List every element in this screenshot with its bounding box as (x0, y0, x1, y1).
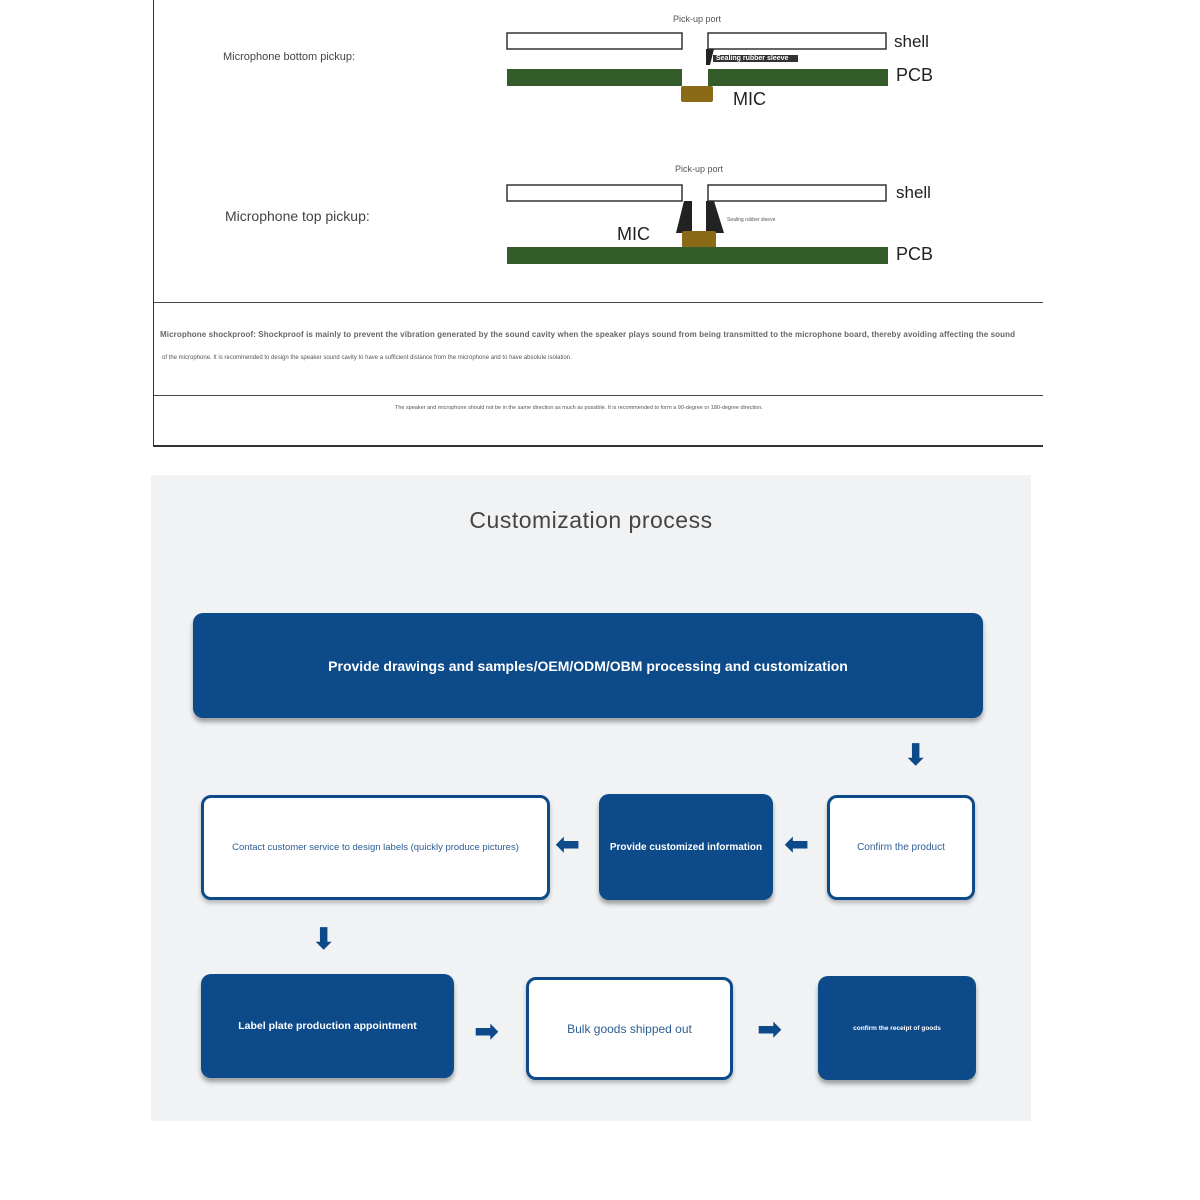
shockproof-note-continued: of the microphone. It is recommended to design the speaker sound cavity to have a sufficient distance from the microphone and to have absolute isolation. (162, 355, 572, 361)
step-confirm-receipt (818, 976, 976, 1080)
shell-left (507, 185, 682, 201)
arrow-down-icon: ⬇ (311, 923, 337, 956)
step-label: Provide customized information (609, 841, 763, 853)
direction-note: The speaker and microphone should not be in the same direction as much as possible. It is recommended to form a 90-degree or 180-degree direction. (395, 405, 763, 411)
top-pickup-title: Microphone top pickup: (225, 208, 370, 224)
step-label-plate (201, 974, 454, 1078)
sealing-sleeve-right (706, 201, 724, 233)
sealing-sleeve (706, 49, 714, 65)
customization-flowchart (151, 475, 1031, 1121)
pcb-label: PCB (896, 65, 934, 85)
sleeve-label: Sealing rubber sleeve (716, 55, 789, 62)
pickup-port-label: Pick-up port (675, 164, 724, 174)
divider-line (153, 395, 1043, 396)
pcb-right (708, 69, 888, 86)
bottom-pickup-diagram (500, 25, 900, 115)
step-label: Provide drawings and samples/OEM/ODM/OBM processing and customization (328, 657, 848, 674)
step-label: Contact customer service to design labels (quickly produce pictures) (232, 842, 519, 853)
step-bulk-shipped (526, 977, 733, 1080)
arrow-right-icon: ➡ (757, 1013, 783, 1046)
pcb-board (507, 247, 888, 264)
shell-label: shell (894, 32, 929, 51)
pcb-label: PCB (896, 244, 934, 264)
pickup-port-label: Pick-up port (673, 14, 722, 24)
shell-right (708, 185, 886, 201)
arrow-down-icon: ⬇ (903, 739, 929, 772)
mic-label: MIC (733, 89, 766, 109)
arrow-right-icon: ➡ (474, 1015, 500, 1048)
arrow-left-icon: ⬅ (784, 828, 810, 861)
top-pickup-diagram (500, 175, 900, 270)
step-label: Label plate production appointment (238, 1020, 417, 1032)
step-label: Bulk goods shipped out (567, 1021, 692, 1036)
sleeve-label: Sealing rubber sleeve (727, 217, 776, 223)
shell-label: shell (896, 183, 931, 202)
frame-left-border (153, 0, 154, 446)
bottom-pickup-title: Microphone bottom pickup: (223, 51, 356, 63)
shell-right (708, 33, 886, 49)
arrow-left-icon: ⬅ (555, 828, 581, 861)
sealing-sleeve-left (676, 201, 692, 233)
pcb-left (507, 69, 682, 86)
mic-component (682, 231, 716, 248)
step-provide-drawings (193, 613, 983, 718)
step-contact-service (201, 795, 550, 900)
shockproof-note: Microphone shockproof: Shockproof is mainly to prevent the vibration generated by the sound cavity when the speaker plays sound from being transmitted to the microphone board, thereby avoiding affecting the sound (160, 330, 1016, 339)
mic-label: MIC (617, 224, 650, 244)
flowchart-title: Customization process (469, 507, 713, 533)
mic-component (681, 86, 713, 102)
divider-line (153, 302, 1043, 303)
frame-bottom-border (153, 445, 1043, 447)
step-label: Confirm the product (857, 842, 945, 853)
microphone-spec-panel (0, 0, 1200, 460)
step-provide-info (599, 794, 773, 900)
shell-left (507, 33, 682, 49)
step-label: confirm the receipt of goods (853, 1024, 941, 1032)
step-confirm-product (827, 795, 975, 900)
